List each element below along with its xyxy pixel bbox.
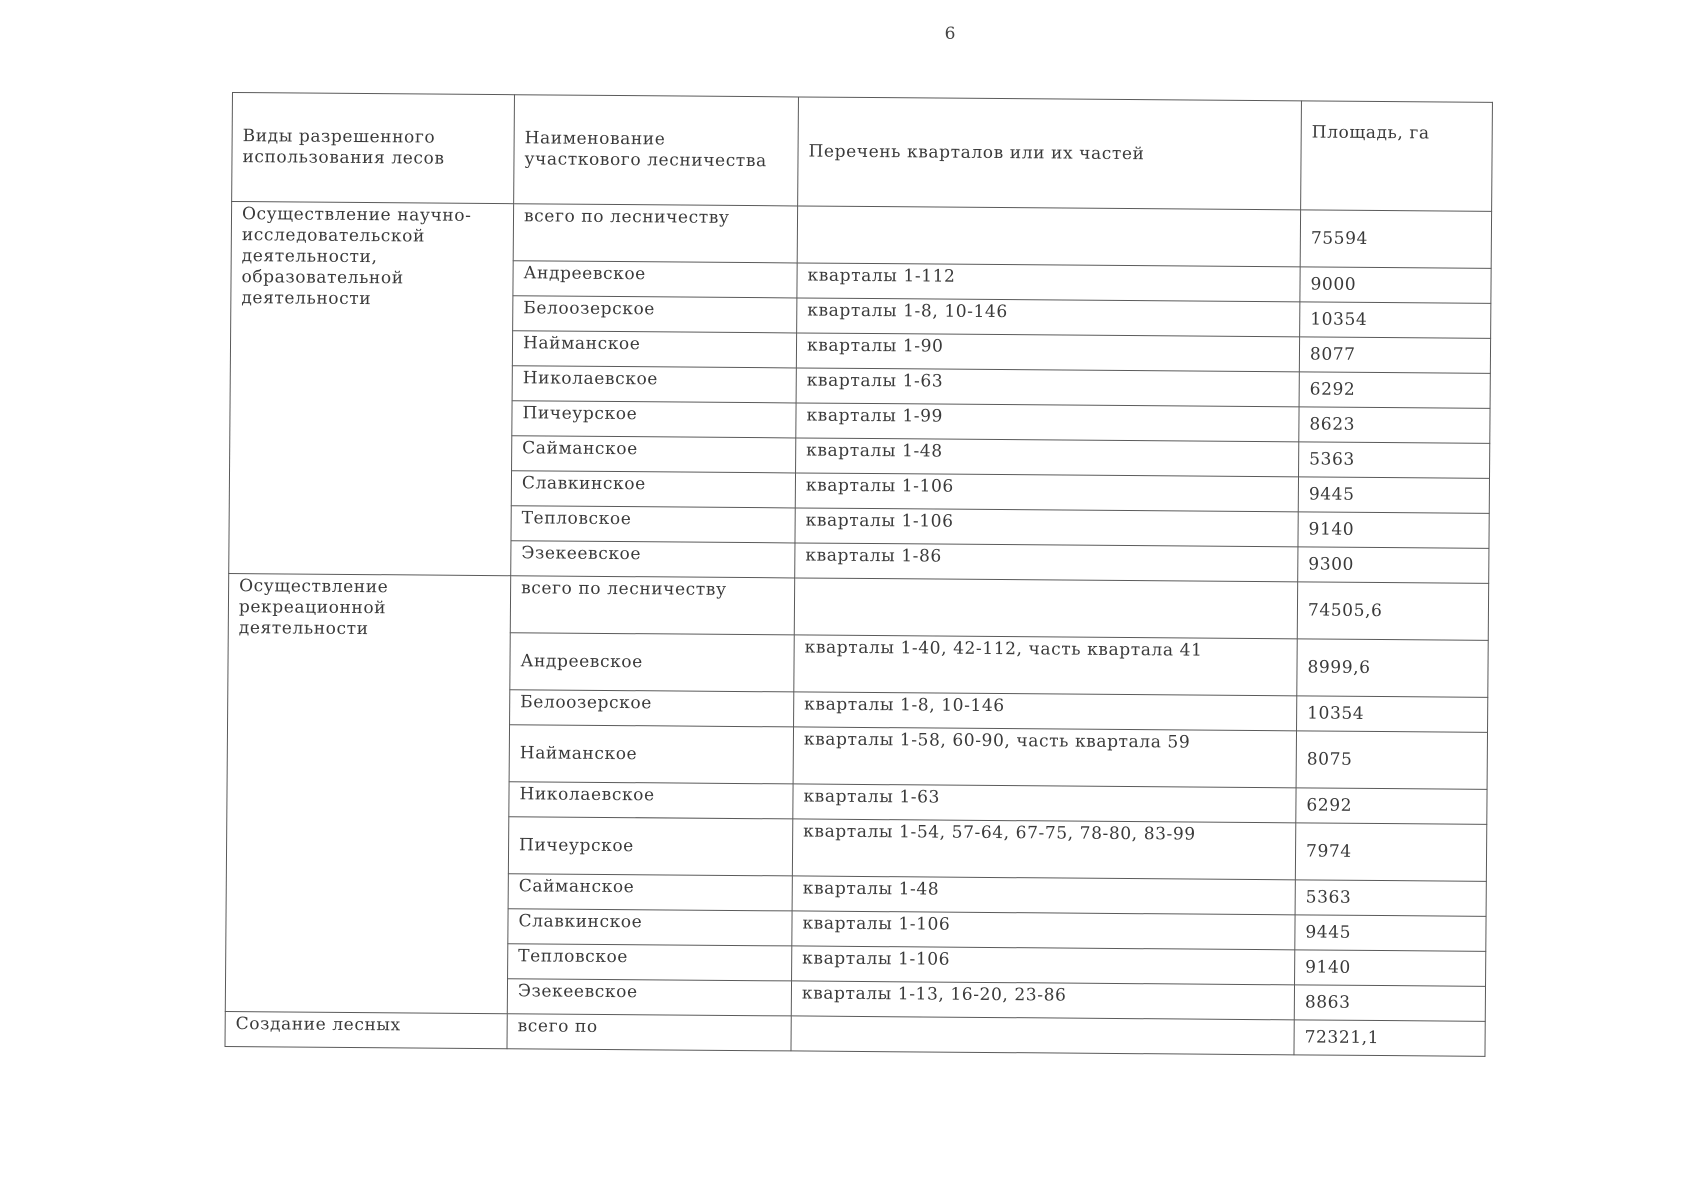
use-kind-cell: Осуществление научно-исследовательской деятельности, образовательной деятельности xyxy=(229,202,514,576)
area-cell: 8623 xyxy=(1299,407,1490,443)
forestry-cell: Николаевское xyxy=(509,782,793,819)
area-cell: 9140 xyxy=(1298,512,1489,548)
forestry-cell: Эзекеевское xyxy=(511,541,795,578)
area-cell: 8999,6 xyxy=(1297,639,1488,697)
header-quarters: Перечень кварталов или их частей xyxy=(798,97,1302,210)
forestry-cell: Эзекеевское xyxy=(507,979,791,1016)
area-cell: 72321,1 xyxy=(1294,1020,1485,1056)
quarters-cell: кварталы 1-112 xyxy=(797,263,1300,302)
forestry-cell: Тепловское xyxy=(511,506,795,543)
quarters-cell: кварталы 1-8, 10-146 xyxy=(797,298,1300,337)
quarters-cell: кварталы 1-63 xyxy=(793,784,1296,823)
forestry-cell: Наймaнское xyxy=(509,725,793,784)
forestry-cell: Андреевское xyxy=(510,633,794,692)
quarters-cell: кварталы 1-40, 42-112, часть квартала 41 xyxy=(794,635,1297,696)
area-cell: 6292 xyxy=(1299,372,1490,408)
header-area: Площадь, га xyxy=(1301,101,1493,211)
quarters-cell: кварталы 1-90 xyxy=(796,333,1299,372)
area-cell: 8863 xyxy=(1294,985,1485,1021)
table-row xyxy=(228,573,1488,640)
forestry-cell: Андреевское xyxy=(513,261,797,298)
table-header-row xyxy=(232,93,1493,212)
quarters-cell: кварталы 1-63 xyxy=(796,368,1299,407)
forestry-cell: всего по лесничеству xyxy=(513,204,797,263)
use-kind-cell: Создание лесных xyxy=(225,1011,507,1048)
area-cell: 10354 xyxy=(1300,302,1491,338)
area-cell: 75594 xyxy=(1300,210,1491,268)
quarters-cell: кварталы 1-13, 16-20, 23-86 xyxy=(791,981,1294,1020)
forestry-cell: Тепловское xyxy=(508,944,792,981)
quarters-cell xyxy=(794,578,1297,639)
quarters-cell: кварталы 1-86 xyxy=(795,543,1298,582)
forestry-cell: Саймaнское xyxy=(512,436,796,473)
page-number: 6 xyxy=(944,24,956,44)
quarters-cell: кварталы 1-8, 10-146 xyxy=(794,692,1297,731)
quarters-cell: кварталы 1-99 xyxy=(796,403,1299,442)
forestry-cell: Белоозерское xyxy=(513,296,797,333)
area-cell: 9445 xyxy=(1295,915,1486,951)
forestry-cell: Николаевское xyxy=(512,366,796,403)
forestry-cell: Белоозерское xyxy=(510,690,794,727)
forestry-cell: Саймaнское xyxy=(508,874,792,911)
quarters-cell: кварталы 1-48 xyxy=(796,438,1299,477)
area-cell: 8077 xyxy=(1299,337,1490,373)
area-cell: 9140 xyxy=(1295,950,1486,986)
header-kind: Виды разрешенного использования лесов xyxy=(232,93,515,204)
area-cell: 5363 xyxy=(1299,442,1490,478)
table-row xyxy=(231,202,1491,269)
forest-use-table-wrapper xyxy=(224,92,1491,1057)
area-cell: 10354 xyxy=(1297,696,1488,732)
header-forestry: Наименование участкового лесничества xyxy=(514,95,799,206)
area-cell: 74505,6 xyxy=(1297,582,1488,640)
forestry-cell: Пичеурское xyxy=(508,817,792,876)
area-cell: 6292 xyxy=(1296,788,1487,824)
area-cell: 7974 xyxy=(1295,823,1486,881)
quarters-cell: кварталы 1-106 xyxy=(795,508,1298,547)
forestry-cell: Славкинское xyxy=(511,471,795,508)
quarters-cell xyxy=(797,206,1300,267)
forestry-cell: всего по лесничеству xyxy=(510,576,794,635)
forestry-cell: всего по xyxy=(507,1014,791,1051)
forestry-cell: Славкинское xyxy=(508,909,792,946)
quarters-cell: кварталы 1-58, 60-90, часть квартала 59 xyxy=(793,727,1296,788)
quarters-cell: кварталы 1-54, 57-64, 67-75, 78-80, 83-99 xyxy=(792,819,1295,880)
forest-use-table xyxy=(224,92,1492,1057)
forestry-cell: Наймaнское xyxy=(512,331,796,368)
area-cell: 9000 xyxy=(1300,267,1491,303)
quarters-cell: кварталы 1-106 xyxy=(792,911,1295,950)
area-cell: 9445 xyxy=(1298,477,1489,513)
area-cell: 9300 xyxy=(1298,547,1489,583)
area-cell: 8075 xyxy=(1296,731,1487,789)
quarters-cell: кварталы 1-106 xyxy=(792,946,1295,985)
forestry-cell: Пичеурское xyxy=(512,401,796,438)
quarters-cell xyxy=(791,1016,1294,1055)
quarters-cell: кварталы 1-48 xyxy=(792,876,1295,915)
area-cell: 5363 xyxy=(1295,880,1486,916)
use-kind-cell: Осуществление рекреационной деятельности xyxy=(225,573,510,1013)
quarters-cell: кварталы 1-106 xyxy=(795,473,1298,512)
